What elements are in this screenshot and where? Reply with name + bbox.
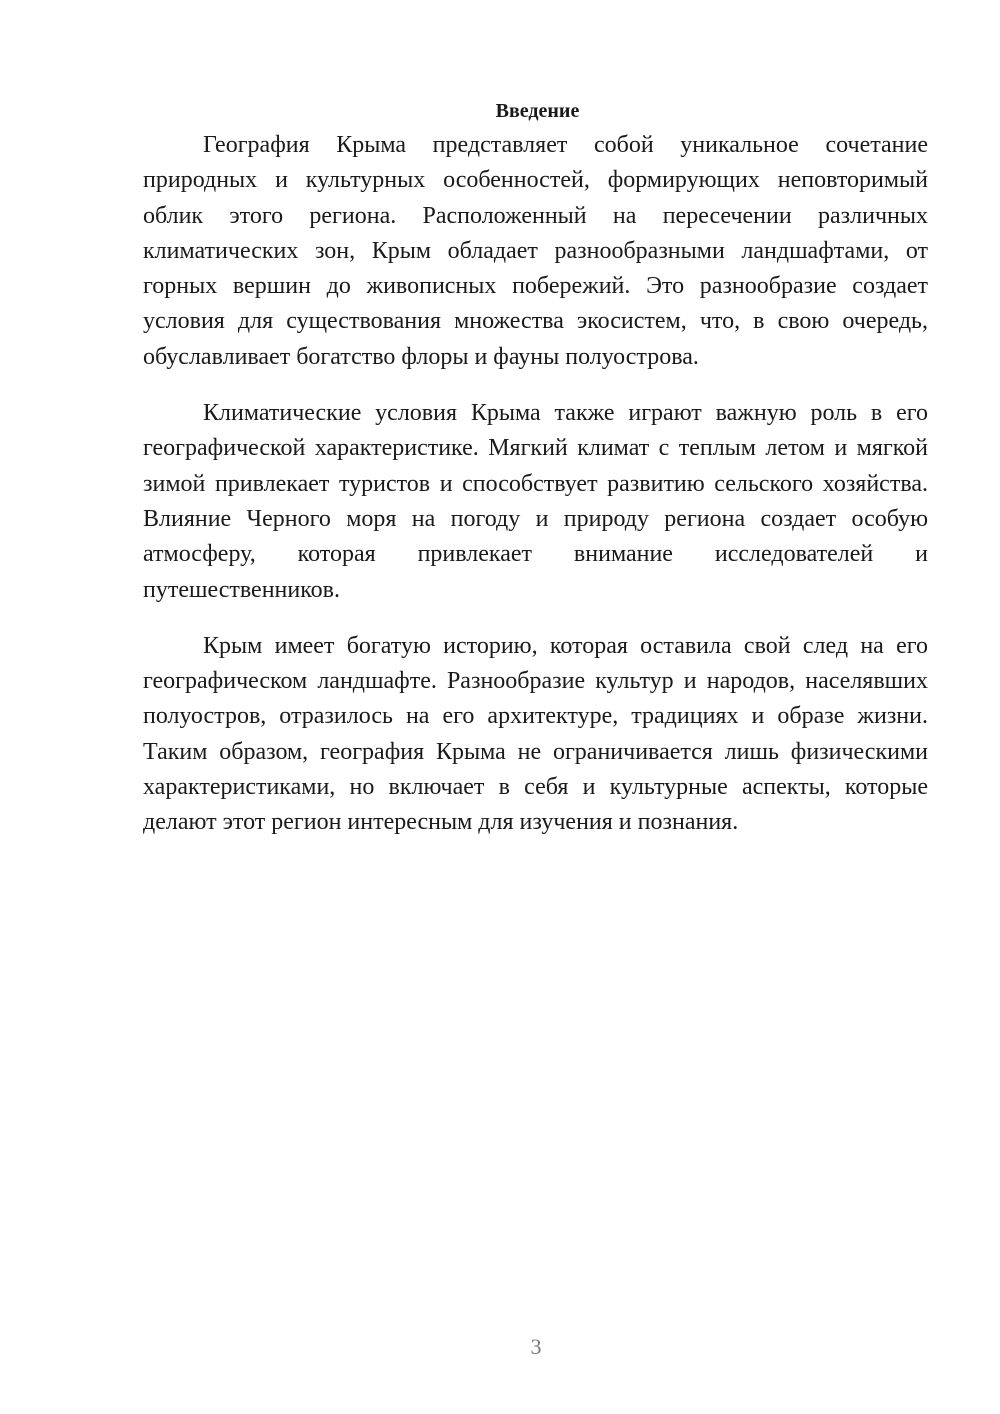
page-number: 3 (530, 1334, 542, 1359)
paragraph-history: Крым имеет богатую историю, которая оставила свой след на его географическом ландшафте. Разнообразие культур и народов, населявших полуостров, отразилось на его архитектуре, традициях и образе жизни. Таким образом, география Крыма не ограничивается лишь физическими характеристиками, но включает в себя и культурные аспекты, которые делают этот регион интересным для изучения и познания. (143, 632, 928, 836)
section-title: Введение (495, 100, 580, 122)
page-content (143, 96, 928, 862)
paragraph-intro: География Крыма представляет собой уникальное сочетание природных и культурных особенностей, формирующих неповторимый облик этого региона. Расположенный на пересечении различных климатических зон, Крым обладает разнообразными ландшафтами, от горных вершин до живописных побережий. Это разнообразие создает условия для существования множества экосистем, что, в свою очередь, обуславливает богатство флоры и фауны полуострова. (143, 132, 928, 370)
paragraph-climate: Климатические условия Крыма также играют важную роль в его географической характеристике. Мягкий климат с теплым летом и мягкой зимой привлекает туристов и способствует развитию сельского хозяйства. Влияние Черного моря на погоду и природу региона создает особую атмосферу, которая привлекает внимание исследователей и путешественников. (143, 400, 928, 603)
